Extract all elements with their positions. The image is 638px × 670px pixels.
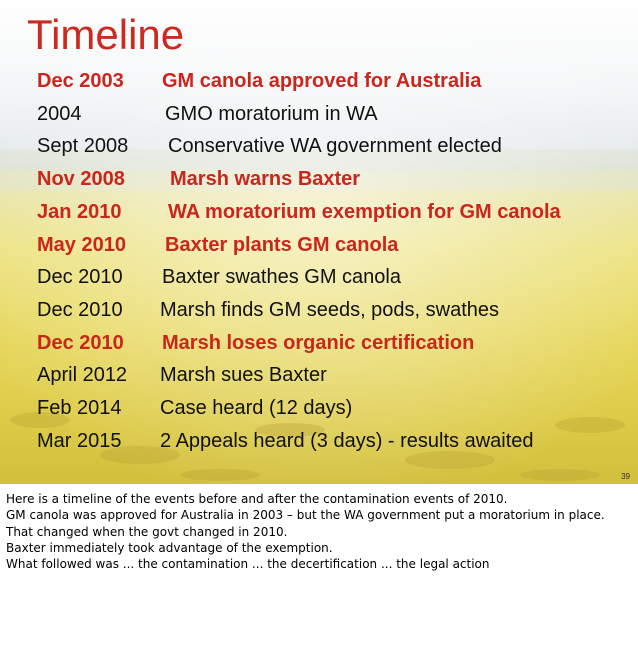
page-number: 39 xyxy=(621,472,630,481)
slide-title: Timeline xyxy=(27,11,185,58)
timeline-date: Dec 2010 xyxy=(37,331,124,354)
timeline-date: Sept 2008 xyxy=(37,135,129,158)
notes-line: Here is a timeline of the events before and after the contamination events of 2010. xyxy=(6,492,508,506)
timeline-date: Jan 2010 xyxy=(37,200,122,223)
timeline-event: Baxter swathes GM canola xyxy=(162,266,401,289)
timeline-event: Marsh finds GM seeds, pods, swathes xyxy=(160,298,500,321)
timeline-event: Case heard (12 days) xyxy=(160,397,353,419)
timeline-event: Marsh warns Baxter xyxy=(170,168,361,191)
timeline-date: May 2010 xyxy=(37,233,126,256)
timeline-event: Marsh sues Baxter xyxy=(160,364,327,387)
timeline-event: Marsh loses organic certification xyxy=(162,331,475,354)
notes-line: GM canola was approved for Australia in 2003 – but the WA government put a moratorium in place. xyxy=(6,508,605,523)
notes-line: That changed when the govt changed in 2010. xyxy=(6,524,288,539)
timeline-date: Dec 2010 xyxy=(37,266,123,289)
notes-line: Baxter immediately took advantage of the exemption. xyxy=(6,540,333,555)
notes-line: What followed was ... the contamination ... the decertiﬁcation ... the legal action xyxy=(6,557,490,572)
timeline-event: 2 Appeals heard (3 days) - results awaited xyxy=(160,429,534,452)
timeline-date: Mar 2015 xyxy=(37,429,122,452)
timeline-date: Dec 2003 xyxy=(37,70,124,92)
timeline-date: Nov 2008 xyxy=(37,168,125,191)
timeline-date: Feb 2014 xyxy=(37,397,122,419)
timeline-date: April 2012 xyxy=(37,364,128,387)
timeline-event: Conservative WA government elected xyxy=(168,135,502,158)
speaker-notes xyxy=(6,491,632,572)
timeline-event: Baxter plants GM canola xyxy=(165,233,399,256)
timeline-date: Dec 2010 xyxy=(37,298,123,321)
timeline-event: WA moratorium exemption for GM canola xyxy=(168,200,561,223)
timeline-event: GMO moratorium in WA xyxy=(165,102,378,125)
timeline-event: GM canola approved for Australia xyxy=(162,70,482,92)
timeline-date: 2004 xyxy=(37,102,82,125)
